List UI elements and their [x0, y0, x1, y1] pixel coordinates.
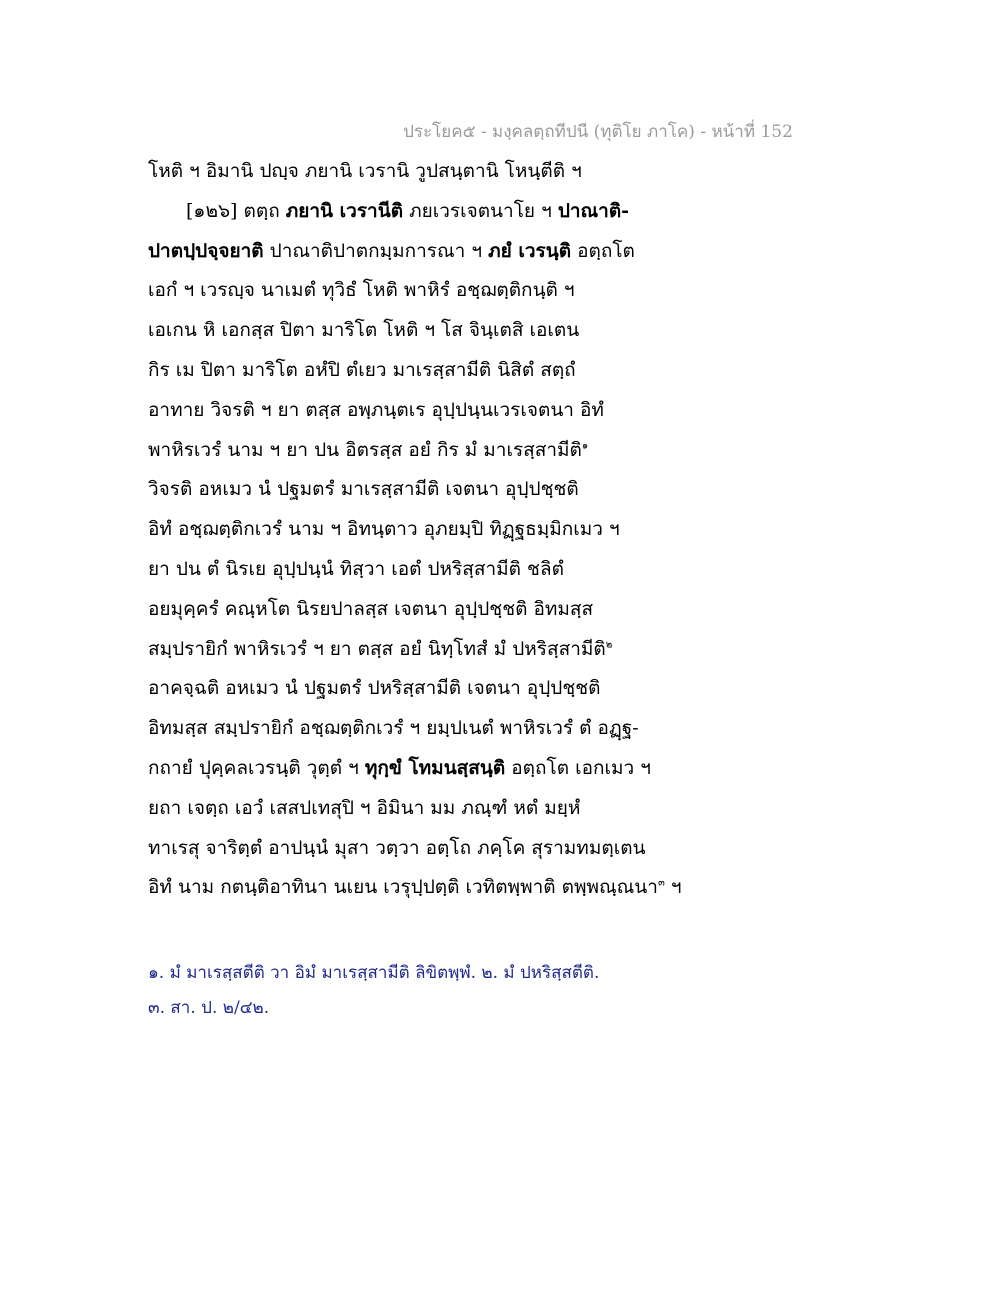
bold-term: ปาณาติ- — [557, 199, 630, 222]
text-line-11: ยา ปน ตํ นิรเย อุปฺปนฺนํ ทิสฺวา เอตํ ปหริสฺสามีติ ชลิตํ — [148, 557, 564, 580]
paragraph-number: [๑๒๖] ตตฺถ — [186, 199, 286, 222]
text-line-17: ยถา เจตฺถ เอวํ เสสปเทสุปิ ฯ อิมินา มม ภณฺฑํ หตํ มยฺหํ — [148, 796, 581, 819]
text-line-1: โหติ ฯ อิมานิ ปญฺจ ภยานิ เวรานิ วูปสนฺตานิ โหนฺตีติ ฯ — [148, 160, 582, 182]
text-line-4: เอกํ ฯ เวรญฺจ นาเมตํ ทุวิธํ โหติ พาหิรํ อชฺฌตฺติกนฺติ ฯ — [148, 279, 575, 302]
footnote-1-2: ๑. มํ มาเรสฺสตีติ วา อิมํ มาเรสฺสามีติ ลิขิตพฺพํ. ๒. มํ ปหริสฺสตีติ. — [148, 963, 600, 983]
text-line-7: อาทาย วิจรติ ฯ ยา ตสฺส อพฺภนฺตเร อุปฺปนฺนเวรเจตนา อิทํ — [148, 398, 604, 421]
bold-term: ภยํ เวรนฺติ — [488, 239, 572, 262]
text-segment: อตฺถโต — [571, 239, 635, 262]
text-segment: ปาณาติปาตกมฺมการณา ฯ — [263, 239, 489, 262]
text-line-15: อิทมสฺส สมฺปรายิกํ อชฺฌตฺติกเวรํ ฯ ยมฺปเนตํ พาหิรเวรํ ตํ อฏฺฐ- — [148, 717, 639, 740]
footnotes — [148, 956, 748, 1026]
bold-term: ภยานิ เวรานีติ — [285, 199, 404, 222]
text-segment: สมฺปรายิกํ พาหิรเวรํ ฯ ยา ตสฺส อยํ นิทฺโทสํ มํ ปหริสฺสามีติ — [148, 637, 606, 660]
text-line-2 — [148, 192, 688, 232]
footnote-marker: ๒ — [605, 639, 613, 651]
text-line-5: เอเกน หิ เอกสฺส ปิตา มาริโต โหติ ฯ โส จินฺเตสิ เอเตน — [148, 319, 580, 342]
text-line-6: กิร เม ปิตา มาริโต อหํปิ ตํเยว มาเรสฺสามีติ นิสิตํ สตฺถํ — [148, 358, 576, 381]
bold-term: ปาตปฺปจฺจยาติ — [148, 239, 264, 262]
text-segment: พาหิรเวรํ นาม ฯ ยา ปน อิตรสฺส อยํ กิร มํ มาเรสฺสามีติ — [148, 438, 582, 461]
page-header-text: ประโยค๕ - มงฺคลตฺถทีปนี (ทุติโย ภาโค) - หน้าที่ 152 — [403, 122, 793, 142]
footnote-marker: ๑ — [581, 440, 589, 452]
text-segment: ฯ — [664, 876, 682, 899]
text-line-13 — [148, 630, 688, 670]
text-segment: อตฺถโต เอกเมว ฯ — [505, 756, 651, 779]
bold-term: ทุกฺขํ โทมนสฺสนฺติ — [364, 756, 506, 779]
text-line-8 — [148, 431, 688, 471]
footnote-marker: ๓ — [657, 878, 665, 890]
body-text — [148, 152, 688, 908]
text-segment: ภยเวรเจตนาโย ฯ — [403, 199, 558, 222]
text-line-14: อาคจฺฉติ อหเมว นํ ปฐมตรํ ปหริสฺสามีติ เจตนา อุปฺปชฺชติ — [148, 677, 601, 700]
text-segment: กถายํ ปุคฺคลเวรนฺติ วุตฺตํ ฯ — [148, 756, 365, 779]
text-line-12: อยมุคฺครํ คณฺหโต นิรยปาลสฺส เจตนา อุปฺปชฺชติ อิทมสฺส — [148, 597, 594, 620]
text-line-18: ทาเรสุ จาริตฺตํ อาปนฺนํ มุสา วตฺวา อตฺโถ ภคฺโค สุรามทมตฺเตน — [148, 836, 646, 859]
text-line-9: วิจรติ อหเมว นํ ปฐมตรํ มาเรสฺสามีติ เจตนา อุปฺปชฺชติ — [148, 478, 579, 501]
page-header — [0, 118, 1000, 145]
text-line-16 — [148, 749, 688, 789]
text-line-19 — [148, 868, 688, 908]
text-segment: อิทํ นาม กตนฺติอาทินา นเยน เวรุปฺปตฺติ เวทิตพฺพาติ ตพฺพณฺณนา — [148, 876, 658, 899]
footnote-3: ๓. สา. ป. ๒/๔๒. — [148, 998, 270, 1018]
text-line-10: อิทํ อชฺฌตฺติกเวรํ นาม ฯ อิทนฺตาว อุภยมฺปิ ทิฏฺฐธมฺมิกเมว ฯ — [148, 518, 620, 541]
text-line-3 — [148, 232, 688, 272]
